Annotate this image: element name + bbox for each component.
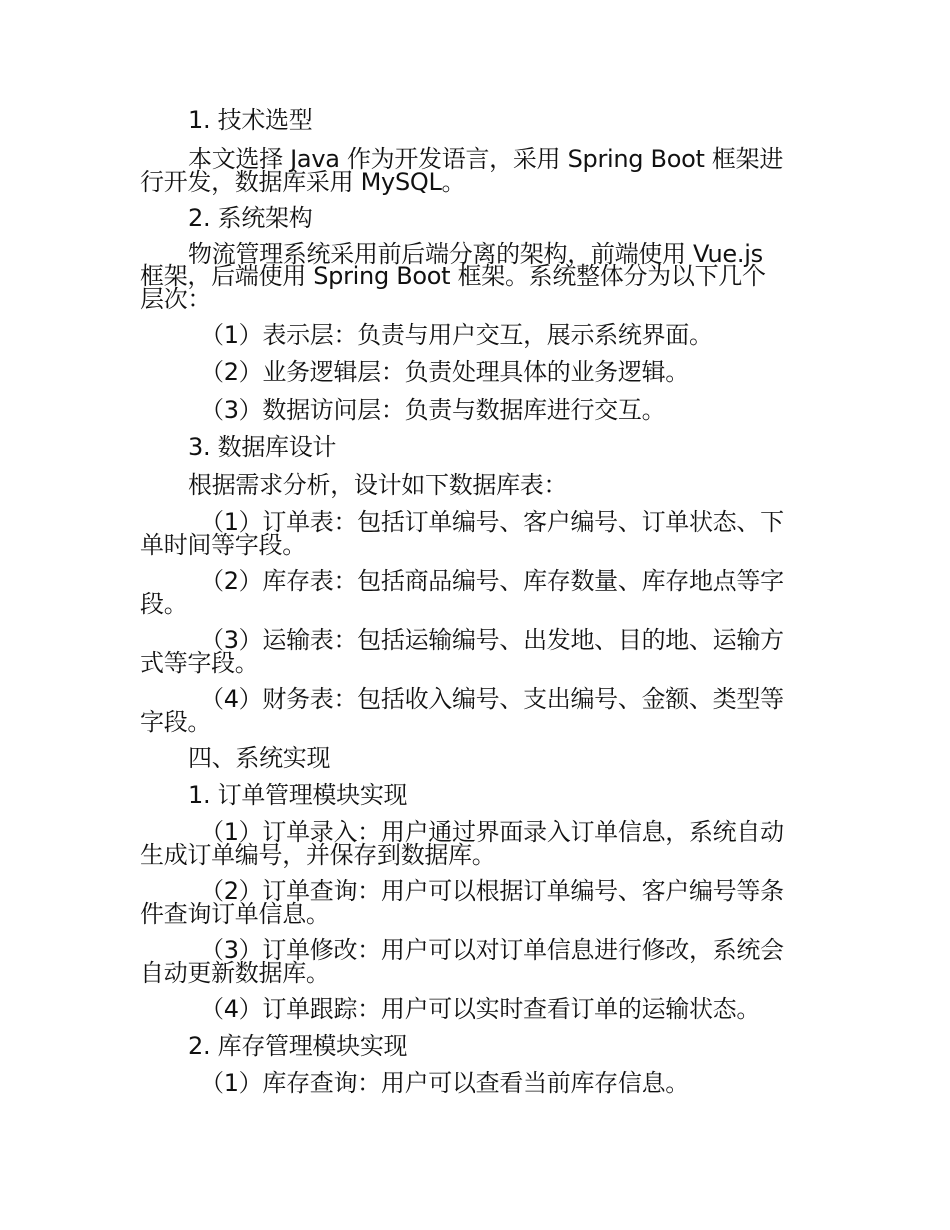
list-item-continuation: 式等字段。	[140, 649, 259, 677]
heading-order-module: 1. 订单管理模块实现	[188, 781, 408, 809]
heading-inventory-module: 2. 库存管理模块实现	[188, 1032, 408, 1060]
list-item-continuation: 生成订单编号，并保存到数据库。	[140, 841, 496, 869]
list-item: （3）运输表：包括运输编号、出发地、目的地、运输方	[200, 626, 784, 654]
heading-tech-selection: 1. 技术选型	[188, 106, 313, 134]
list-item-continuation: 自动更新数据库。	[140, 959, 330, 987]
list-item: （4）订单跟踪：用户可以实时查看订单的运输状态。	[200, 995, 761, 1023]
heading-database-design: 3. 数据库设计	[188, 433, 337, 461]
paragraph-line: 根据需求分析，设计如下数据库表：	[188, 471, 568, 499]
list-item: （1）订单录入：用户通过界面录入订单信息，系统自动	[200, 818, 784, 846]
paragraph-line: 物流管理系统采用前后端分离的架构，前端使用 Vue.js	[188, 240, 763, 268]
list-item: （4）财务表：包括收入编号、支出编号、金额、类型等	[200, 685, 784, 713]
list-item-continuation: 字段。	[140, 708, 212, 736]
paragraph-line: 行开发，数据库采用 MySQL。	[140, 168, 466, 196]
list-item-continuation: 件查询订单信息。	[140, 900, 330, 928]
list-item: （1）订单表：包括订单编号、客户编号、订单状态、下	[200, 508, 784, 536]
paragraph-line: 框架，后端使用 Spring Boot 框架。系统整体分为以下几个	[140, 262, 766, 290]
list-item: （2）业务逻辑层：负责处理具体的业务逻辑。	[200, 358, 689, 386]
list-item: （1）表示层：负责与用户交互，展示系统界面。	[200, 321, 713, 349]
paragraph-line: 层次：	[140, 285, 212, 313]
list-item: （2）库存表：包括商品编号、库存数量、库存地点等字	[200, 567, 784, 595]
list-item: （2）订单查询：用户可以根据订单编号、客户编号等条	[200, 877, 784, 905]
list-item: （1）库存查询：用户可以查看当前库存信息。	[200, 1069, 689, 1097]
list-item-continuation: 单时间等字段。	[140, 531, 306, 559]
paragraph-line: 本文选择 Java 作为开发语言，采用 Spring Boot 框架进	[188, 145, 784, 173]
heading-system-implementation: 四、系统实现	[188, 744, 331, 772]
heading-system-architecture: 2. 系统架构	[188, 204, 313, 232]
list-item: （3）数据访问层：负责与数据库进行交互。	[200, 396, 666, 424]
list-item: （3）订单修改：用户可以对订单信息进行修改，系统会	[200, 936, 784, 964]
list-item-continuation: 段。	[140, 590, 188, 618]
